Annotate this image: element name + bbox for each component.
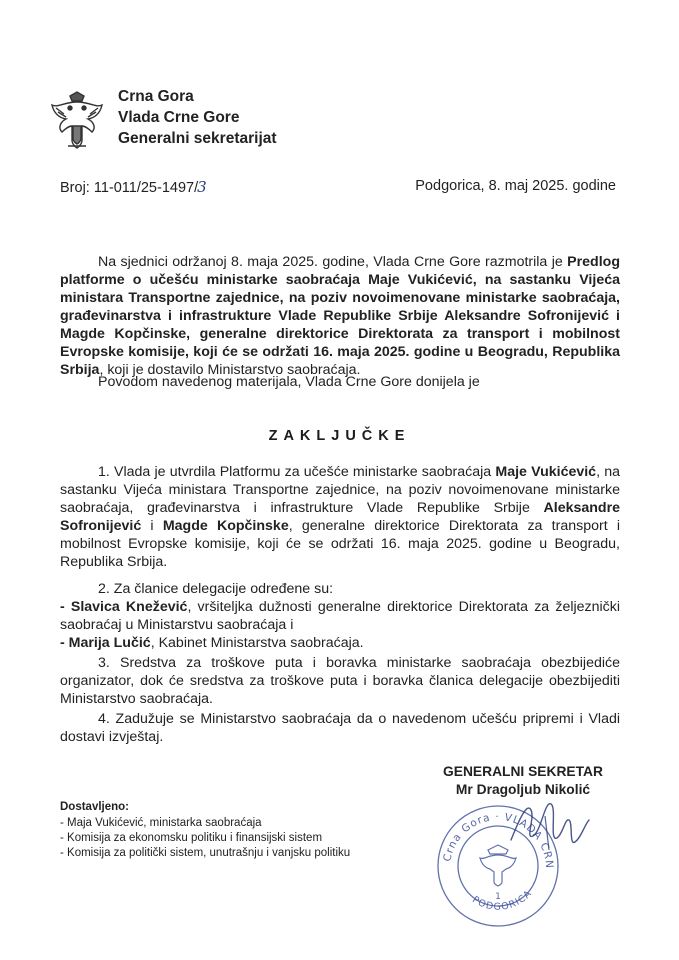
place-and-date: Podgorica, 8. maj 2025. godine (415, 178, 616, 194)
stamp-number: 1 (495, 892, 501, 902)
povodom-text: Povodom navedenog materijala, Vlada Crne Gore donijela je (98, 374, 480, 390)
distribution-item: - Komisija za politički sistem, unutrašnju i vanjsku politiku (60, 847, 351, 859)
government-name: Vlada Crne Gore (118, 109, 240, 126)
item1-text-c: , na sastanku Vijeća ministara Transportne zajednice, na poziv novoimenovane ministarke saobraćaja, građevinarstva i infrastrukture Vlade Republike Srbije (60, 464, 620, 516)
distribution-item: - Komisija za ekonomsku politiku i finansijski sistem (60, 832, 323, 844)
delegate-1-role: , vršiteljka dužnosti generalne direktorice Direktorata za željeznički saobraćaj u Ministarstvu saobraćaja i (60, 599, 620, 633)
reference-number (60, 178, 207, 196)
item1-ec-director: Magde Kopčinske (162, 518, 289, 534)
item2-dash-2: - (60, 635, 69, 651)
svg-text:PODGORICA (470, 888, 534, 913)
country-name: Crna Gora (118, 88, 194, 105)
secretariat-name: Generalni sekretarijat (118, 130, 277, 147)
item1-serbian-minister: Aleksandre Sofronijević (60, 500, 620, 534)
intro-proposal-title: Predlog platforme o učešću ministarke saobraćaja Maje Vukićević, na sastanku Vijeća ministara Transportne zajednice, na poziv novoimenovane ministarke saobraćaja, građevinarstva i infrastrukture Vlade Republike Srbije Aleksandre Sofronijević i Magde Kopčinske, generalne direktorice Direktorata za transport i mobilnost Evropske komisije, koji će se održati 16. maja 2025. (60, 254, 620, 360)
signatory-name: Mr Dragoljub Nikolić (455, 782, 591, 797)
intro-submitter: , koji je dostavilo Ministarstvo saobraćaja. (99, 362, 361, 378)
distribution-label: Dostavljeno: (60, 801, 130, 813)
handwritten-suffix: 3 (197, 178, 207, 196)
conclusion-item-3 (60, 654, 620, 708)
distribution-item: - Maja Vukićević, ministarka saobraćaja (60, 817, 262, 829)
signatory-role: GENERALNI SEKRETAR (443, 764, 603, 779)
delegate-2-role: , Kabinet Ministarstva saobraćaja. (150, 635, 364, 651)
conclusion-item-2 (60, 580, 620, 652)
item1-minister-name: Maje Vukićević (495, 464, 597, 480)
conclusion-item-1 (60, 463, 620, 571)
item1-text-g: , generalne direktorice Direktorata za transport i mobilnost Evropske komisije, koji će se održati 16. maja 2025. godine u Beogradu, Republika Srbija. (60, 518, 621, 570)
item1-text-e: i (141, 518, 163, 534)
handwritten-signature (505, 790, 595, 860)
item4-text: 4. Zadužuje se Ministarstvo saobraćaja da o navedenom učešću pripremi i Vladi dostavi izvještaj. (60, 711, 620, 745)
coat-of-arms-icon (44, 88, 110, 154)
item3-text: 3. Sredstva za troškove puta i boravka ministarke saobraćaja obezbijediće organizator, dok će sredstva za troškove puta i boravka članica delegacije obezbijediti Ministarstvo saobraćaja. (60, 655, 620, 707)
item1-text-a: 1. Vlada je utvrdila Platformu za učešće ministarke saobraćaja (98, 464, 496, 480)
intro-text: Na sjednici održanoj 8. maja 2025. godine, Vlada Crne Gore razmotrila je (98, 254, 568, 270)
item2-dash-1: - (60, 599, 71, 615)
delegate-2-name: Marija Lučić (68, 635, 151, 651)
intro-location: godine u Beogradu, Republika Srbija (60, 344, 621, 378)
delegate-1-name: Slavica Knežević (70, 599, 188, 615)
conclusion-item-4 (60, 710, 620, 746)
stamp-top-text: Crna Gora · VLADA CRN (441, 810, 556, 870)
item2-intro: 2. Za članice delegacije određene su: (98, 581, 334, 597)
document-title: ZAKLJUČKE (268, 428, 411, 444)
intro-paragraph (60, 253, 620, 379)
issuer-header (118, 86, 277, 149)
distribution-list (60, 800, 350, 861)
povodom-paragraph (60, 373, 620, 391)
stamp-bottom-text: PODGORICA (470, 887, 535, 913)
reference-number-text: Broj: 11-011/25-1497/ (60, 180, 199, 196)
